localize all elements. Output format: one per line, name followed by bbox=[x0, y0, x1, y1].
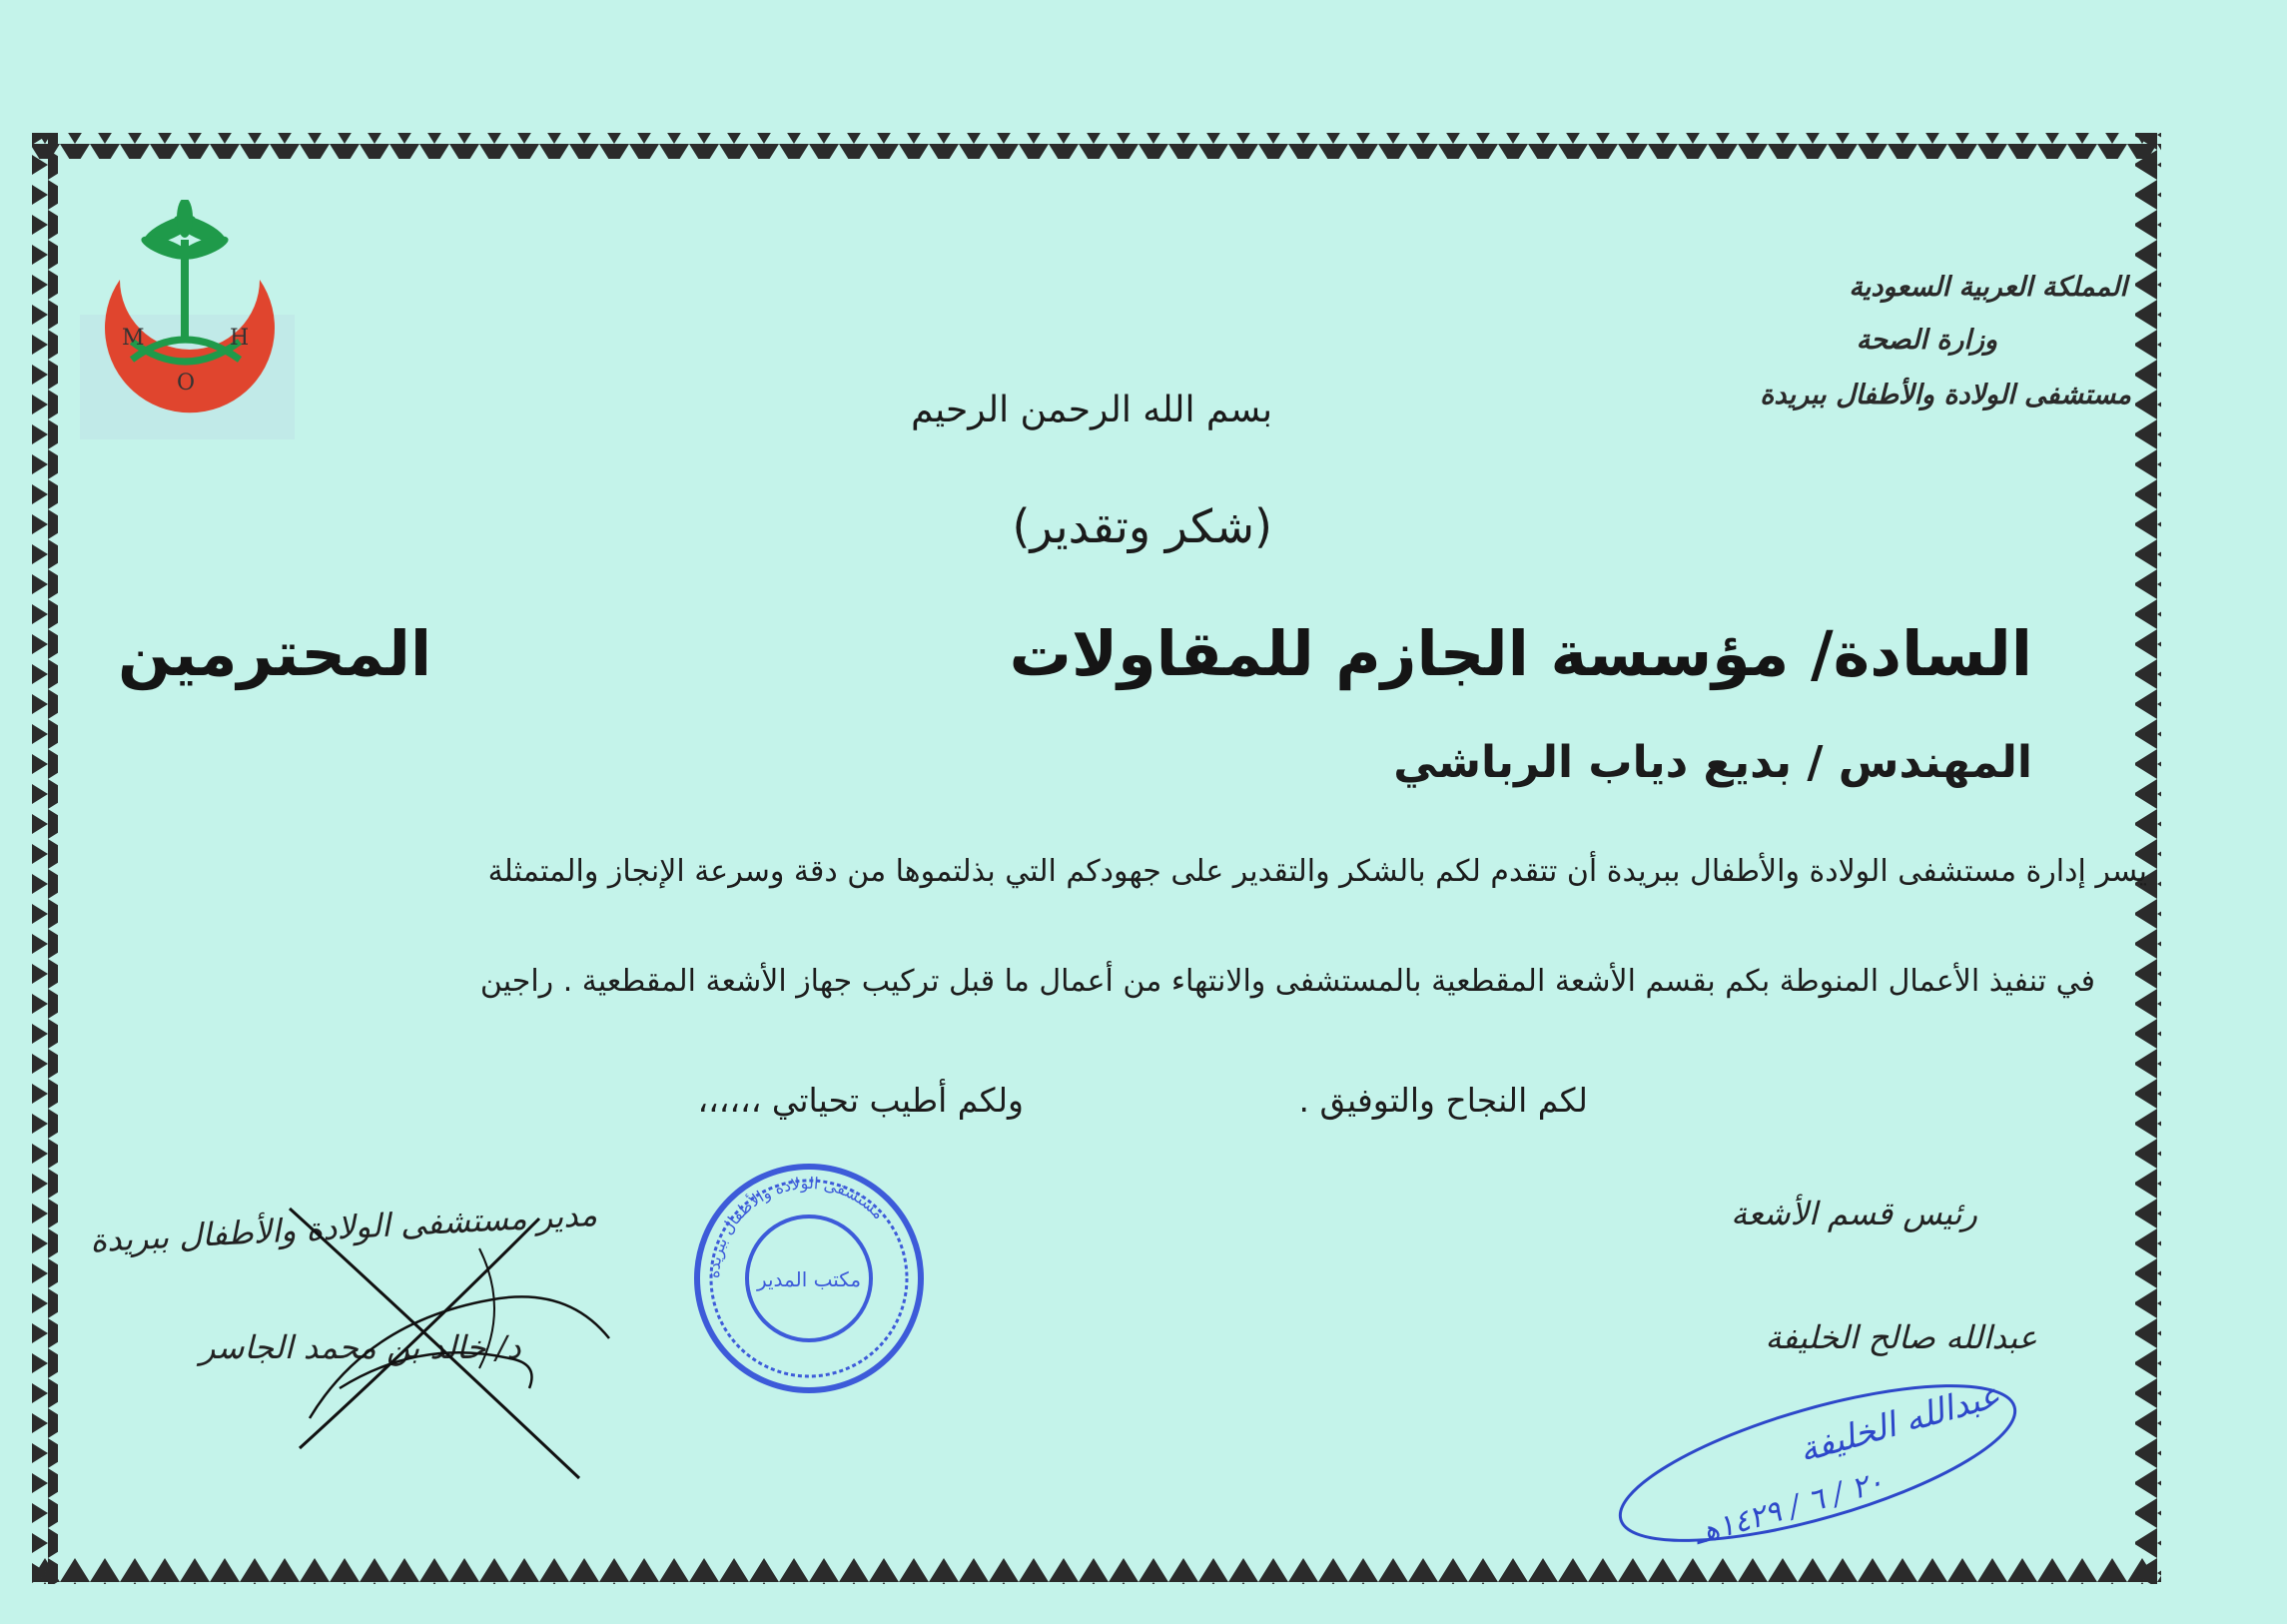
header-hospital: مستشفى الولادة والأطفال ببريدة bbox=[1760, 380, 2131, 410]
recipient-name: السادة/ مؤسسة الجازم للمقاولات bbox=[1009, 617, 2032, 690]
header-ministry: وزارة الصحة bbox=[1856, 325, 1997, 356]
logo-letter-h: H bbox=[230, 326, 250, 351]
recipient-honorific: المحترمين bbox=[118, 617, 432, 690]
official-stamp-icon bbox=[689, 1159, 929, 1398]
director-title: مدير مستشفى الولادة والأطفال ببريدة bbox=[89, 1195, 598, 1260]
receipt-handwriting-text: عبدالله الخليفة bbox=[1795, 1375, 2005, 1471]
receipt-signature-icon bbox=[1608, 1368, 2027, 1558]
svg-text:مستشفى الولادة والأطفال ببريدة bbox=[704, 1174, 889, 1278]
director-signature-icon bbox=[280, 1189, 639, 1488]
certificate-title: (شكر وتقدير) bbox=[1012, 499, 1272, 553]
moh-logo-icon bbox=[80, 200, 295, 439]
receipt-date-text: ٢٠ / ٦ / ١٤٢٩هـ bbox=[1690, 1464, 1889, 1552]
basmala: بسم الله الرحمن الرحيم bbox=[911, 390, 1272, 430]
recipient-engineer: المهندس / بديع دياب الرباشي bbox=[1393, 737, 2032, 788]
body-line-1: يسر إدارة مستشفى الولادة والأطفال ببريدة أن تتقدم لكم بالشكر والتقدير على جهودكم التي بذلتموها من دقة وسرعة الإنجاز والمتمثلة bbox=[487, 854, 2147, 889]
logo-letter-o: O bbox=[177, 371, 196, 396]
body-line-3-closing: لكم النجاح والتوفيق . bbox=[1298, 1081, 1588, 1120]
radiology-head-title: رئيس قسم الأشعة bbox=[1731, 1195, 1977, 1232]
radiology-head-name: عبدالله صالح الخليفة bbox=[1765, 1318, 2037, 1356]
body-line-2: في تنفيذ الأعمال المنوطة بكم بقسم الأشعة المقطعية بالمستشفى والانتهاء من أعمال ما قبل تركيب جهاز الأشعة المقطعية . راجين bbox=[479, 964, 2095, 999]
stamp-center-text: مكتب المدير bbox=[756, 1267, 862, 1291]
body-line-3-greeting: ولكم أطيب تحياتي ،،،،،، bbox=[697, 1081, 1024, 1120]
header-country: المملكة العربية السعودية bbox=[1849, 272, 2127, 303]
director-name: د/ خالد بن محمد الجاسر bbox=[200, 1328, 521, 1366]
stamp-ring-text: مستشفى الولادة والأطفال ببريدة bbox=[703, 1173, 889, 1279]
logo-letter-m: M bbox=[122, 326, 145, 351]
